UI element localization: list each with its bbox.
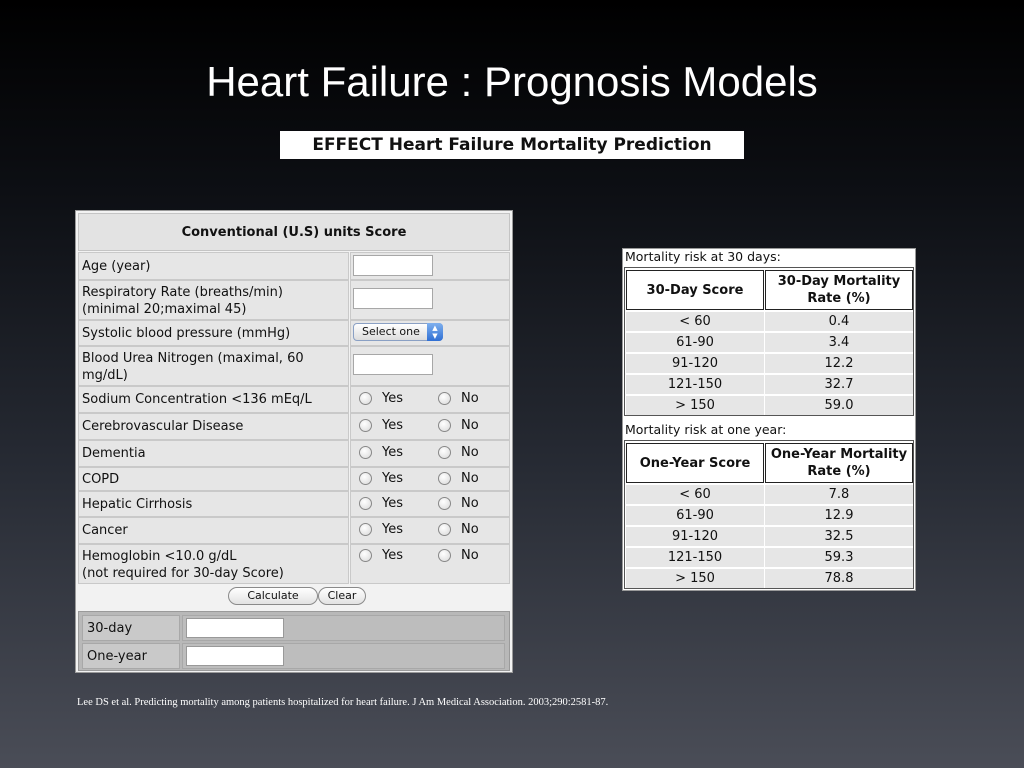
risk1y-col-score: One-Year Score — [626, 443, 764, 483]
table-cell: 59.0 — [765, 396, 913, 415]
cerebrovascular-label: Cerebrovascular Disease — [78, 413, 349, 440]
table-cell: 78.8 — [765, 569, 913, 588]
radio-icon — [438, 419, 451, 432]
table-cell: 91-120 — [626, 527, 764, 546]
table-cell: 121-150 — [626, 548, 764, 567]
radio-icon — [359, 446, 372, 459]
hemoglobin-no-radio[interactable]: No — [438, 548, 479, 563]
result-30day-label: 30-day — [82, 615, 180, 641]
radio-icon — [359, 472, 372, 485]
copd-yes-radio[interactable]: Yes — [359, 471, 403, 486]
effect-banner: EFFECT Heart Failure Mortality Prediction — [280, 131, 744, 159]
table-cell: 61-90 — [626, 506, 764, 525]
radio-icon — [438, 549, 451, 562]
table-cell: 91-120 — [626, 354, 764, 373]
slide-title: Heart Failure : Prognosis Models — [206, 58, 818, 105]
sodium-no-radio[interactable]: No — [438, 391, 479, 406]
table-cell: > 150 — [626, 569, 764, 588]
respiratory-rate-input[interactable] — [353, 288, 433, 309]
clear-button[interactable]: Clear — [318, 587, 366, 605]
dementia-no-radio[interactable]: No — [438, 445, 479, 460]
cirrhosis-label: Hepatic Cirrhosis — [78, 491, 349, 517]
cerebrovascular-no-radio[interactable]: No — [438, 418, 479, 433]
table-cell: < 60 — [626, 485, 764, 504]
table-cell: 32.7 — [765, 375, 913, 394]
citation: Lee DS et al. Predicting mortality among patients hospitalized for heart failure. J Am Medical Association. 2003;290:2581-87. — [77, 697, 609, 708]
cirrhosis-row — [78, 491, 510, 517]
table-cell: 59.3 — [765, 548, 913, 567]
radio-icon — [359, 419, 372, 432]
cancer-row — [78, 517, 510, 544]
radio-icon — [359, 523, 372, 536]
result-30day-field[interactable] — [186, 618, 284, 638]
form-buttons — [78, 585, 510, 609]
cirrhosis-yes-radio[interactable]: Yes — [359, 496, 403, 511]
sbp-row — [78, 320, 510, 346]
table-cell: 121-150 — [626, 375, 764, 394]
bun-label: Blood Urea Nitrogen (maximal, 60 — [82, 351, 304, 366]
table-cell: 12.2 — [765, 354, 913, 373]
cancer-label: Cancer — [78, 517, 349, 544]
age-row — [78, 252, 510, 280]
sodium-label: Sodium Concentration <136 mEq/L — [78, 386, 349, 413]
radio-icon — [438, 523, 451, 536]
risk1y-caption: Mortality risk at one year: — [625, 422, 787, 437]
table-cell: 3.4 — [765, 333, 913, 352]
table-cell: > 150 — [626, 396, 764, 415]
hemoglobin-row — [78, 544, 510, 584]
risk30-col-rate: 30-Day Mortality Rate (%) — [765, 270, 913, 310]
risk30-col-score: 30-Day Score — [626, 270, 764, 310]
risk1y-col-rate: One-Year Mortality Rate (%) — [765, 443, 913, 483]
dementia-row — [78, 440, 510, 467]
table-cell: 7.8 — [765, 485, 913, 504]
sbp-select-value: Select one — [362, 325, 420, 338]
cancer-no-radio[interactable]: No — [438, 522, 479, 537]
risk30-caption: Mortality risk at 30 days: — [625, 249, 781, 264]
score-form — [75, 210, 513, 673]
sodium-yes-radio[interactable]: Yes — [359, 391, 403, 406]
table-cell: 32.5 — [765, 527, 913, 546]
radio-icon — [438, 446, 451, 459]
radio-icon — [359, 549, 372, 562]
sodium-row — [78, 386, 510, 413]
radio-icon — [438, 472, 451, 485]
dementia-label: Dementia — [78, 440, 349, 467]
cerebrovascular-yes-radio[interactable]: Yes — [359, 418, 403, 433]
cirrhosis-no-radio[interactable]: No — [438, 496, 479, 511]
radio-icon — [359, 497, 372, 510]
bun-row — [78, 346, 510, 386]
table-cell: 0.4 — [765, 312, 913, 331]
cancer-yes-radio[interactable]: Yes — [359, 522, 403, 537]
hemoglobin-yes-radio[interactable]: Yes — [359, 548, 403, 563]
table-cell: < 60 — [626, 312, 764, 331]
result-oneyear-label: One-year — [82, 643, 180, 669]
results-panel — [78, 611, 510, 671]
copd-no-radio[interactable]: No — [438, 471, 479, 486]
age-label: Age (year) — [78, 252, 349, 280]
radio-icon — [438, 392, 451, 405]
bun-units: mg/dL) — [82, 368, 128, 383]
select-arrows-icon: ▲ ▼ — [427, 323, 443, 341]
hemoglobin-note: (not required for 30-day Score) — [82, 566, 284, 581]
age-input[interactable] — [353, 255, 433, 276]
calculate-button[interactable]: Calculate — [228, 587, 318, 605]
cerebrovascular-row — [78, 413, 510, 440]
hemoglobin-label: Hemoglobin <10.0 g/dL — [82, 549, 237, 564]
respiratory-label: Respiratory Rate (breaths/min) — [82, 285, 283, 300]
table-cell: 61-90 — [626, 333, 764, 352]
radio-icon — [438, 497, 451, 510]
table-cell: 12.9 — [765, 506, 913, 525]
mortality-risk-tables — [622, 248, 916, 591]
respiratory-row — [78, 280, 510, 320]
form-header: Conventional (U.S) units Score — [78, 213, 510, 251]
sbp-select[interactable] — [353, 323, 443, 341]
result-oneyear-field[interactable] — [186, 646, 284, 666]
bun-input[interactable] — [353, 354, 433, 375]
copd-label: COPD — [78, 467, 349, 491]
sbp-label: Systolic blood pressure (mmHg) — [78, 320, 349, 346]
respiratory-limits: (minimal 20;maximal 45) — [82, 302, 247, 317]
radio-icon — [359, 392, 372, 405]
copd-row — [78, 467, 510, 491]
dementia-yes-radio[interactable]: Yes — [359, 445, 403, 460]
